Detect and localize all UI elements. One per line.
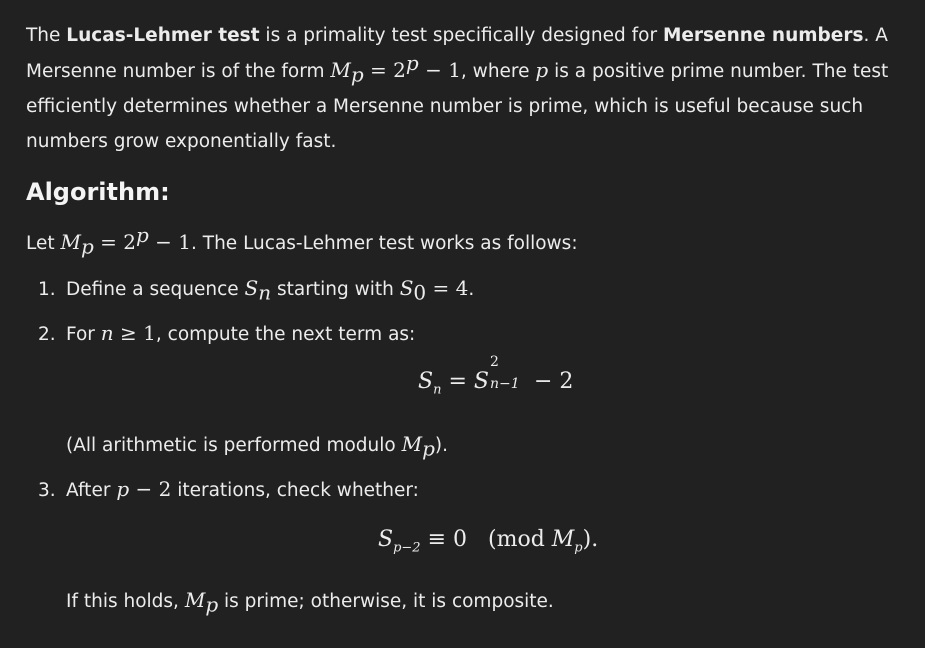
- step-text: .: [468, 279, 475, 300]
- list-item-step-1: [38, 276, 475, 305]
- step-text: iterations, check whether:: [171, 480, 419, 501]
- math-expression: = 4: [426, 276, 469, 300]
- intro-bold-term: Lucas-Lehmer test: [66, 25, 260, 46]
- intro-text: , where: [460, 61, 536, 82]
- note-text: is prime; otherwise, it is composite.: [218, 591, 554, 612]
- intro-text: The: [26, 25, 67, 46]
- math-subscript: p: [205, 592, 219, 617]
- intro-text: . A Mersenne number is of the form: [26, 25, 888, 82]
- math-subscript: p: [574, 540, 583, 556]
- math-expression: − 1: [148, 230, 192, 254]
- math-variable: n: [100, 321, 114, 345]
- math-expression: − 2: [129, 477, 172, 501]
- note-text: If this holds,: [66, 591, 185, 612]
- math-expression: = 2: [363, 58, 406, 82]
- math-variable: M: [60, 230, 81, 254]
- math-expression: ≡ 0: [420, 527, 474, 552]
- math-variable: M: [330, 58, 351, 82]
- math-variable: p: [116, 477, 130, 501]
- math-subscript: n: [433, 382, 442, 398]
- conclusion-text: [66, 588, 554, 617]
- note-text: ).: [434, 435, 449, 456]
- math-subscript: n: [258, 280, 272, 305]
- math-subscript: p: [422, 436, 435, 461]
- math-subscript: p: [350, 62, 364, 87]
- list-item-step-2: [38, 321, 415, 345]
- math-variable: S: [244, 276, 259, 300]
- step-text: Define a sequence: [66, 279, 245, 300]
- math-variable: M: [401, 432, 423, 456]
- math-supsub: [489, 354, 527, 392]
- math-expression: − 2: [526, 369, 574, 394]
- math-subscript: 0: [413, 280, 427, 305]
- math-variable: M: [551, 527, 575, 552]
- note-text: (All arithmetic is performed modulo: [66, 435, 402, 456]
- algorithm-heading: Algorithm:: [26, 178, 170, 206]
- step-text: , compute the next term as:: [155, 324, 416, 345]
- math-expression: =: [441, 369, 474, 394]
- step-text: starting with: [271, 279, 400, 300]
- math-variable: p: [535, 58, 549, 82]
- algorithm-intro: [26, 222, 578, 259]
- step-text: After: [66, 480, 117, 501]
- math-variable: S: [473, 369, 489, 394]
- math-expression: − 1: [418, 58, 461, 82]
- math-variable: S: [378, 527, 394, 552]
- math-subscript: n−1: [489, 376, 520, 392]
- math-superscript: p: [405, 50, 419, 75]
- math-variable: M: [184, 588, 206, 612]
- intro-paragraph: [26, 18, 906, 159]
- math-mod: (mod: [488, 527, 552, 552]
- math-mod: ).: [582, 527, 599, 552]
- math-superscript: p: [136, 222, 149, 247]
- math-subscript: p−2: [393, 540, 421, 556]
- math-expression: = 2: [93, 230, 136, 254]
- recurrence-equation: [418, 354, 574, 398]
- list-number: 1.: [38, 279, 56, 300]
- list-number: 2.: [38, 324, 56, 345]
- math-variable: S: [399, 276, 414, 300]
- congruence-equation: [378, 527, 599, 556]
- list-number: 3.: [38, 480, 56, 501]
- step-text: For: [66, 324, 101, 345]
- intro-text: is a positive prime number. The test efficiently determines whether a Mersenne number is prime, which is useful because such numbers grow exponentially fast.: [26, 61, 889, 152]
- let-text: Let: [26, 233, 61, 254]
- list-item-step-3: [38, 477, 419, 501]
- intro-text: is a primality test specifically designed for: [259, 25, 663, 46]
- let-text: . The Lucas-Lehmer test works as follows:: [191, 233, 578, 254]
- math-expression: ≥ 1: [113, 321, 156, 345]
- intro-bold-term: Mersenne numbers: [662, 25, 864, 46]
- math-superscript: 2: [489, 354, 499, 370]
- modulo-note: [66, 432, 449, 461]
- math-subscript: p: [80, 234, 94, 259]
- math-variable: S: [418, 369, 434, 394]
